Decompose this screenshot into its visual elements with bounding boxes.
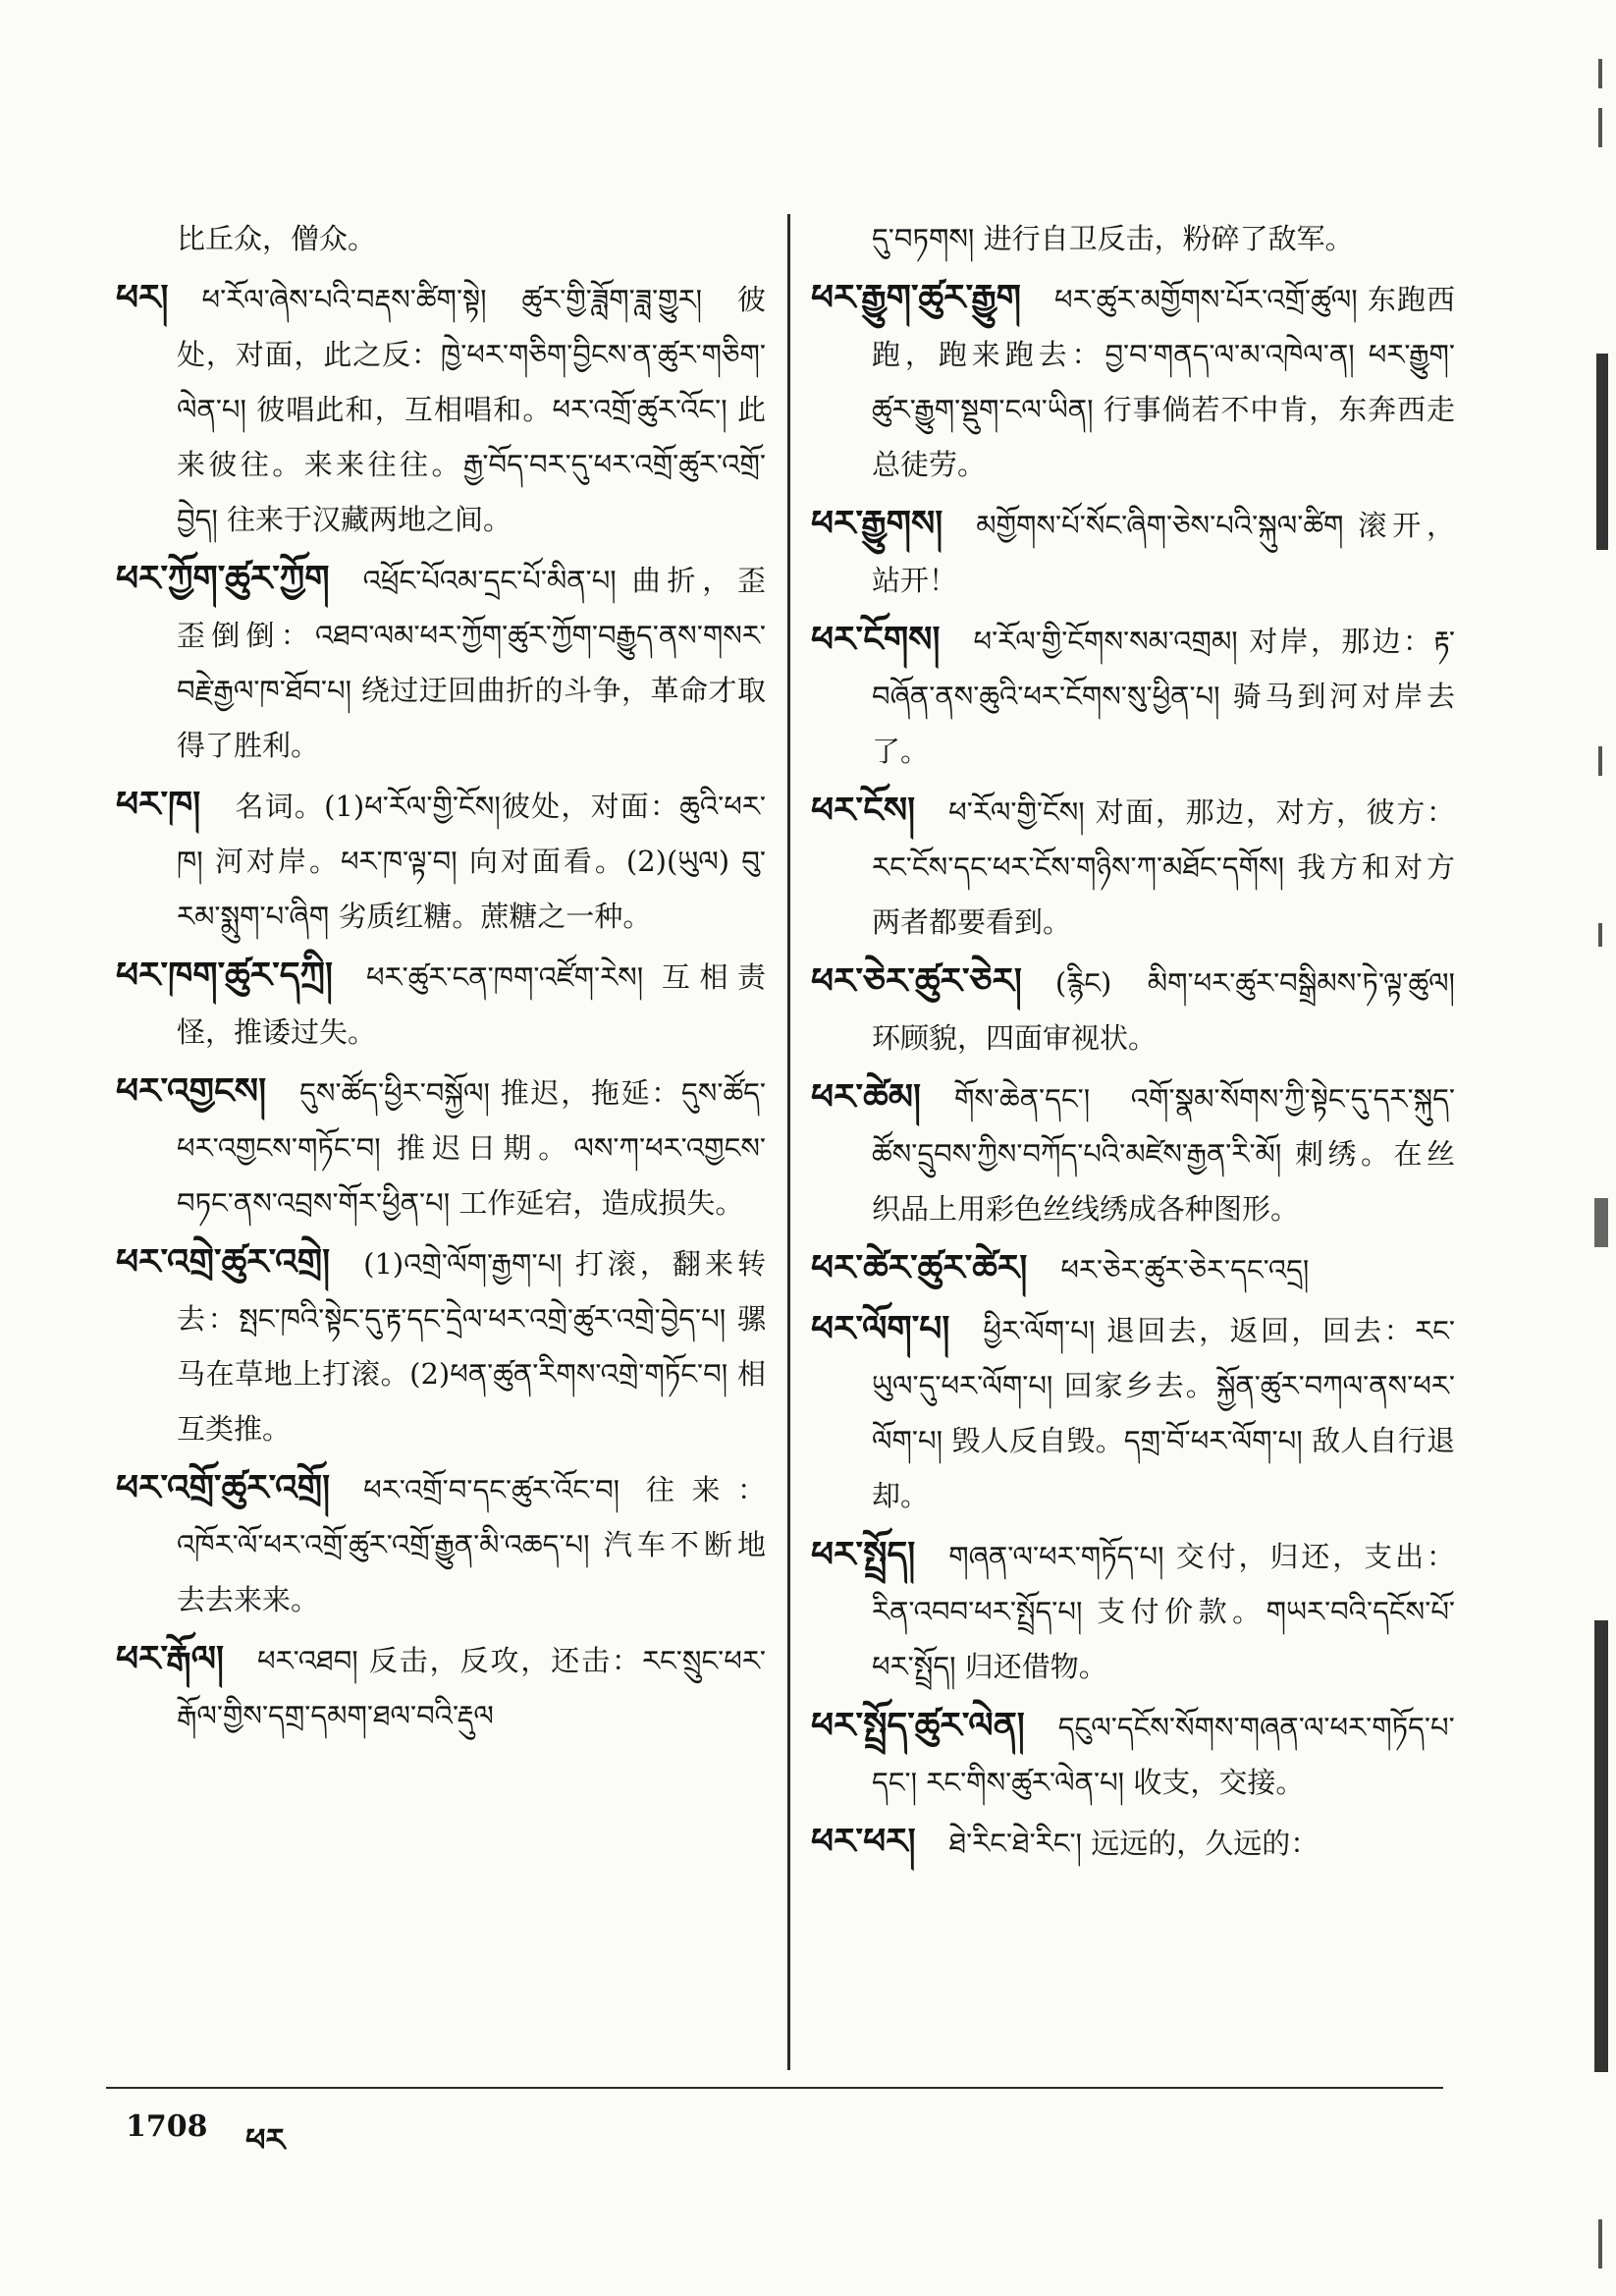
definition-text: (1)འགྲེ་ལོག་རྒྱག་པ། 打滚，翻来转去：སྤང་ཁའི་སྟེང་དུ་རྟ་དང་དྲེལ་ཕར་འགྲེ་ཚུར་འགྲེ་བྱེད་པ། 骡马在草地上打滚。(2)ཕན་ཚུན་རིགས་འགྲེ་གཏོང་བ། 相互类推。 (177, 1247, 766, 1446)
headword: ཕར་ངོགས། (811, 619, 941, 660)
definition-text: ཕྱིར་ལོག་པ། 退回去，返回，回去：རང་ཡུལ་དུ་ཕར་ལོག་པ། 回家乡去。སྐྱོན་ཚུར་བཀལ་ནས་ཕར་ལོག་པ། 毁人反自毁。དགྲ་བོ་ཕར་ལོག་པ། 敌人自行退却。 (872, 1314, 1455, 1512)
definition-text: 比丘众，僧众。 (177, 222, 377, 255)
definition-text: ཕ་རོལ་གྱི་ངོས། 对面，那边，对方，彼方：རང་ངོས་དང་ཕར་ངོས་གཉིས་ཀ་མཐོང་དགོས། 我方和对方两者都要看到。 (872, 795, 1455, 939)
binding-edge-marks (1577, 0, 1616, 2296)
definition-text: དངུལ་དངོས་སོགས་གཞན་ལ་ཕར་གཏོད་པ་དང་། རང་གིས་ཚུར་ལེན་པ། 收支，交接。 (872, 1711, 1455, 1799)
dictionary-entry (811, 1301, 1455, 1523)
headword: ཕར་ཅེར་ཚུར་ཅེར། (811, 960, 1022, 1002)
definition-text: གཞན་ལ་ཕར་གཏོད་པ། 交付，归还，支出：རིན་འབབ་ཕར་སྤྲོད་པ། 支付价款。གཡར་བའི་དངོས་པོ་ཕར་སྤྲོད། 归还借物。 (872, 1540, 1455, 1683)
entry-continuation (811, 211, 1455, 266)
definition-text: (རྙིང) མིག་ཕར་ཚུར་བསྒྲིམས་ཏེ་ལྟ་ཚུལ། 环顾貌，四面审视状。 (872, 966, 1455, 1055)
dictionary-entry (116, 551, 766, 773)
dictionary-entry (116, 1234, 766, 1456)
dictionary-entry (811, 1069, 1455, 1236)
headword: ཕར་སྤྲོད་ཚུར་ལེན། (811, 1705, 1025, 1746)
headword: ཕར་ཕར། (811, 1821, 916, 1862)
definition-text: ཕར་འགྲོ་བ་དང་ཚུར་འོང་བ། 往来：འཁོར་ལོ་ཕར་འགྲོ་ཚུར་འགྲོ་རྒྱུན་མི་འཆད་པ། 汽车不断地去去来来。 (177, 1473, 766, 1616)
definition-text: ཕ་རོལ་ཞེས་པའི་བརྡས་ཚིག་སྟེ། ཚུར་གྱི་ཟློག་ཟླ་གྱུར། 彼处，对面，此之反：ཁྱེ་ཕར་གཅིག་བྱིངས་ན་ཚུར་གཅིག་ལེན་པ། 彼唱此和，互相唱和。ཕར་འགྲོ་ཚུར་འོང་། 此来彼往。来来往往。རྒྱ་བོད་བར་དུ་ཕར་འགྲོ་ཚུར་འགྲོ་བྱེད། 往来于汉藏两地之间。 (177, 283, 766, 536)
dictionary-entry (116, 1460, 766, 1627)
headword: ཕར་ལོག་པ། (811, 1308, 950, 1349)
definition-text: འཕྲོང་པོའམ་དྲང་པོ་མིན་པ། 曲折，歪歪倒倒：འཐབ་ལམ་ཕར་ཀྱོག་ཚུར་ཀྱོག་བརྒྱུད་ནས་གསར་བརྗེ་རྒྱལ་ཁ་ཐོབ་པ། 绕过迂回曲折的斗争，革命才取得了胜利。 (177, 564, 766, 762)
headword: ཕར་རྒྱུག་ཚུར་རྒྱུག (811, 277, 1022, 318)
definition-text: 名词。(1)ཕ་རོལ་གྱི་ངོས།彼处，对面：ཆུའི་ཕར་ཁ། 河对岸。ཕར་ཁ་ལྟ་བ། 向对面看。(2)(ཡུལ) བུ་རམ་སྨུག་པ་ཞིག 劣质红糖。蔗糖之一种。 (177, 790, 766, 933)
dictionary-entry (811, 496, 1455, 608)
dictionary-entry (116, 948, 766, 1060)
left-column (116, 211, 766, 1747)
dictionary-entry (811, 783, 1455, 950)
headword: ཕར་རྒྱུགས། (811, 503, 943, 544)
headword: ཕར་ངོས། (811, 790, 916, 831)
dictionary-entry (811, 1814, 1455, 1871)
footer-rule (106, 2087, 1443, 2089)
headword: ཕར་འགྱངས། (116, 1070, 267, 1112)
dictionary-entry (116, 1631, 766, 1743)
definition-text: ཕར་འཐབ། 反击，反攻，还击：རང་སྲུང་ཕར་རྒོལ་གྱིས་དགྲ་དམག་ཐལ་བའི་རྡུལ (177, 1644, 766, 1732)
definition-text: མགྱོགས་པོ་སོང་ཞིག་ཅེས་པའི་སྐུལ་ཚིག 滚开，站开！ (872, 509, 1455, 597)
running-head: ཕར (245, 2121, 286, 2159)
definition-text: གོས་ཆེན་དང་། འགོ་སྣམ་སོགས་ཀྱི་སྟེང་དུ་དར་སྐུད་ཚོས་དྲུབས་ཀྱིས་བཀོད་པའི་མཛེས་རྒྱན་རི་མོ། 刺绣。在丝织品上用彩色丝线绣成各种图形。 (872, 1082, 1455, 1226)
headword: ཕར་ཁག་ཚུར་དཀྲི། (116, 955, 333, 996)
headword: ཕར། (116, 277, 169, 318)
dictionary-entry (811, 1527, 1455, 1694)
dictionary-entry (811, 612, 1455, 779)
column-divider (787, 214, 790, 2070)
definition-text: དུ་བཏགས། 进行自卫反击，粉碎了敌军。 (872, 222, 1354, 255)
dictionary-entry (116, 1064, 766, 1230)
definition-text: ཐེ་རིང་ཐེ་རིང་། 远远的，久远的： (948, 1827, 1320, 1860)
page-number: 1708 (126, 2109, 208, 2144)
dictionary-entry (811, 1698, 1455, 1810)
definition-text: ཕ་རོལ་གྱི་ངོགས་སམ་འགྲམ། 对岸，那边：རྟ་བཞོན་ནས་ཆུའི་ཕར་ངོགས་སུ་ཕྱིན་པ། 骑马到河对岸去了。 (872, 625, 1455, 768)
entry-continuation (116, 211, 766, 266)
headword: ཕར་ཀྱོག་ཚུར་ཀྱོག (116, 558, 330, 599)
dictionary-entry (811, 1240, 1455, 1297)
headword: ཕར་འགྲོ་ཚུར་འགྲོ། (116, 1467, 331, 1508)
definition-text: ཕར་ཚུར་ངན་ཁག་འཛོག་རེས། 互相责怪，推诿过失。 (177, 960, 766, 1049)
dictionary-entry (811, 954, 1455, 1066)
dictionary-entry (116, 777, 766, 944)
dictionary-entry (811, 270, 1455, 492)
right-column (811, 211, 1455, 1875)
definition-text: དུས་ཚོད་ཕྱིར་བསྐྱོལ། 推迟，拖延：དུས་ཚོད་ཕར་འགྱངས་གཏོང་བ། 推迟日期。ལས་ཀ་ཕར་འགྱངས་བཏང་ནས་འབྲས་གོར་ཕྱིན་པ། 工作延宕，造成损失。 (177, 1076, 766, 1220)
headword: ཕར་རྒོལ། (116, 1638, 225, 1679)
definition-text: ཕར་ཚུར་མགྱོགས་པོར་འགྲོ་ཚུལ། 东跑西跑，跑来跑去：བྱ་བ་གནད་ལ་མ་འཁེལ་ན། ཕར་རྒྱུག་ཚུར་རྒྱུག་སྡུག་ངལ་ཡིན། 行事倘若不中肯，东奔西走总徒劳。 (872, 283, 1455, 481)
dictionary-entry (116, 270, 766, 547)
headword: ཕར་འགྲེ་ཚུར་འགྲེ། (116, 1241, 331, 1283)
headword: ཕར་སྤྲོད། (811, 1534, 916, 1575)
definition-text: ཕར་ཅེར་ཚུར་ཅེར་དང་འདྲ། (1060, 1253, 1310, 1286)
headword: ཕར་ཚེར་ཚུར་ཚེར། (811, 1247, 1028, 1288)
headword: ཕར་ཁ། (116, 784, 201, 825)
headword: ཕར་ཚེམ། (811, 1076, 921, 1118)
